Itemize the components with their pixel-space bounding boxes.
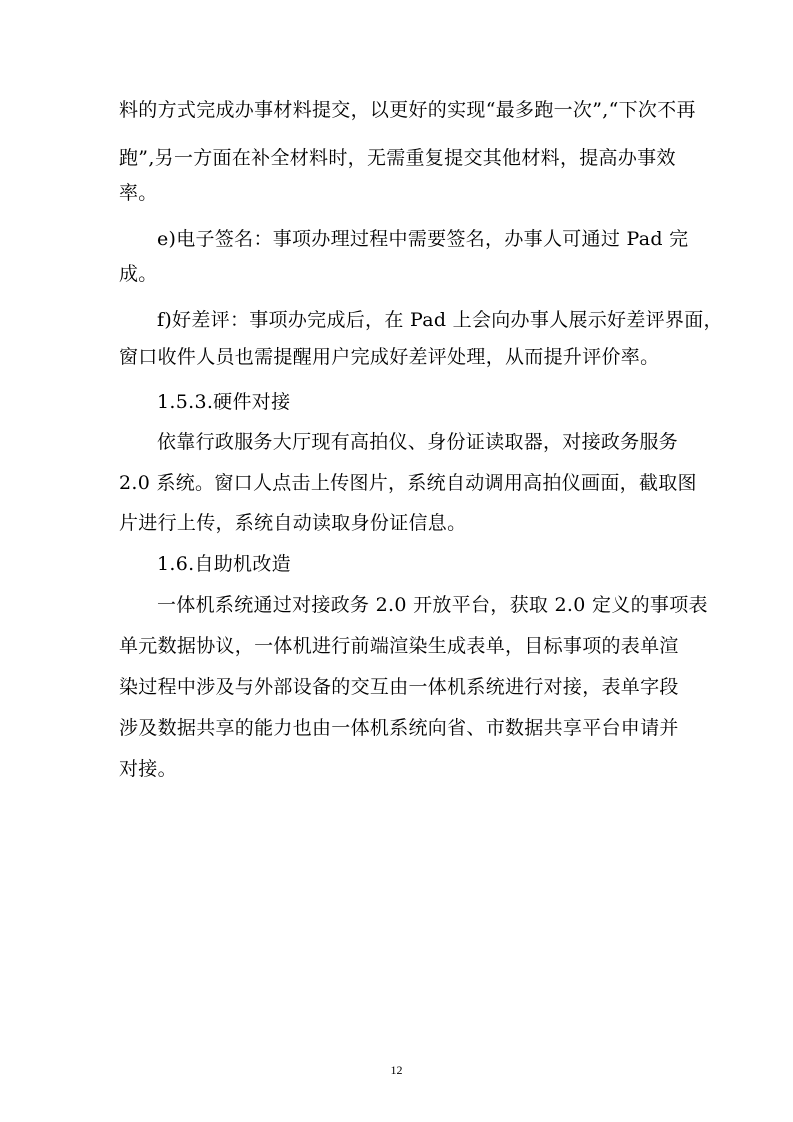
paragraph-line: 率。: [119, 182, 158, 204]
paragraph-line: 依靠行政服务大厅现有高拍仪、身份证读取器，对接政务服务: [157, 431, 679, 453]
page-number: 12: [390, 1063, 403, 1077]
paragraph-line: e)电子签名：事项办理过程中需要签名，办事人可通过 Pad 完: [157, 228, 689, 250]
section-heading: 1.5.3.硬件对接: [157, 391, 291, 413]
section-heading: 1.6.自助机改造: [157, 553, 291, 575]
paragraph-line: 2.0 系统。窗口人点击上传图片，系统自动调用高拍仪画面，截取图: [119, 472, 697, 494]
paragraph-line: 对接。: [119, 758, 177, 780]
paragraph-line: 一体机系统通过对接政务 2.0 开放平台，获取 2.0 定义的事项表: [157, 594, 708, 616]
paragraph-line: 跑”,另一方面在补全材料时，无需重复提交其他材料，提高办事效: [119, 147, 676, 169]
paragraph-line: 染过程中涉及与外部设备的交互由一体机系统进行对接，表单字段: [119, 676, 679, 698]
paragraph-line: 料的方式完成办事材料提交，以更好的实现“最多跑一次”,“下次不再: [119, 99, 696, 121]
paragraph-line: 单元数据协议，一体机进行前端渲染生成表单，目标事项的表单渲: [119, 635, 679, 657]
paragraph-line: 涉及数据共享的能力也由一体机系统向省、市数据共享平台申请并: [119, 717, 679, 739]
paragraph-line: 片进行上传，系统自动读取身份证信息。: [119, 512, 467, 534]
paragraph-line: 窗口收件人员也需提醒用户完成好差评处理，从而提升评价率。: [119, 346, 660, 368]
paragraph-line: 成。: [119, 263, 158, 285]
paragraph-line: f)好差评：事项办完成后，在 Pad 上会向办事人展示好差评界面，: [157, 309, 723, 331]
